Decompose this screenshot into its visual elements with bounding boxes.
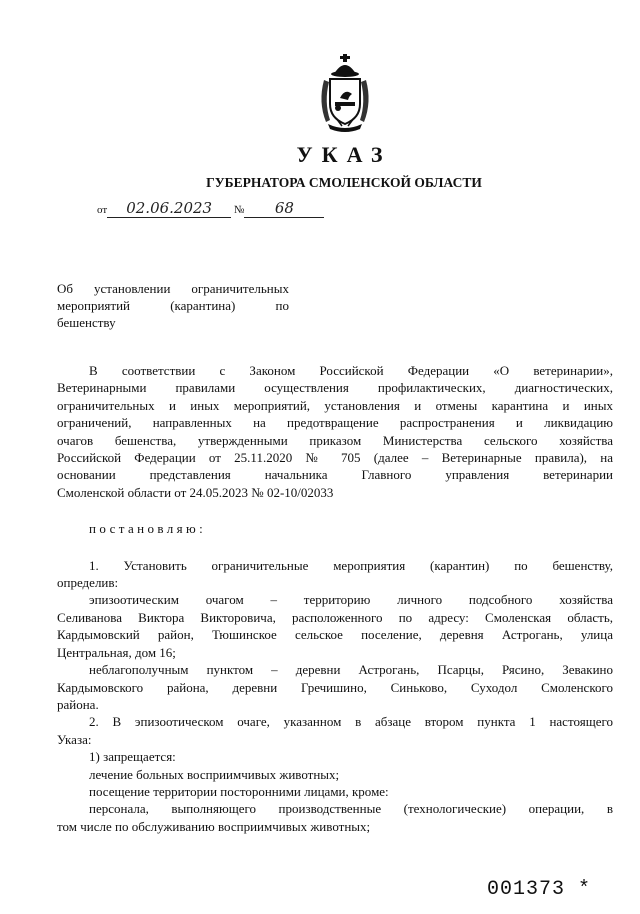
date-value: 02.06.2023	[107, 199, 231, 218]
item-line: Указа:	[57, 731, 92, 747]
preamble-line: основании представления начальника Главного управления ветеринарии	[57, 467, 613, 483]
number-label: №	[233, 204, 245, 216]
smolensk-coat-of-arms-icon	[316, 52, 374, 134]
preamble-line: ограничений, направленных на предотвращение распространения и ликвидацию	[57, 415, 613, 431]
item-paragraph	[57, 661, 613, 713]
decree-word: постановляю:	[89, 521, 207, 537]
item-line: Кардымовского района, деревни Гречишино, Синьково, Суходол Смоленского	[57, 679, 613, 695]
item-line: района.	[57, 696, 99, 712]
number-value: 68	[244, 199, 324, 218]
date-number-line	[97, 199, 324, 218]
item-paragraph: посещение территории посторонними лицами, кроме:	[89, 783, 389, 799]
item-paragraph	[57, 591, 613, 661]
item-line: Селиванова Виктора Викторовича, расположенного по адресу: Смоленская область,	[57, 609, 613, 625]
issuer-subtitle: ГУБЕРНАТОРА СМОЛЕНСКОЙ ОБЛАСТИ	[206, 175, 482, 190]
item-line: определив:	[57, 575, 119, 591]
item-line: Центральная, дом 16;	[57, 644, 176, 660]
item-paragraph	[57, 713, 613, 748]
date-label: от	[97, 204, 108, 216]
item-line: эпизоотическим очагом – территорию личного подсобного хозяйства	[89, 592, 613, 608]
preamble-line: ограничительных и иных мероприятий, установления и отмены карантина и иных	[57, 397, 613, 413]
item-paragraph: лечение больных восприимчивых животных;	[89, 766, 340, 782]
document-serial-number: 001373 *	[487, 878, 592, 901]
document-title: УКАЗ	[296, 142, 392, 167]
decree-subject	[57, 280, 289, 331]
preamble-line: Смоленской области от 24.05.2023 № 02-10/02033	[57, 484, 334, 500]
preamble-paragraph	[57, 362, 613, 501]
item-line: персонала, выполняющего производственные (технологические) операции, в	[89, 801, 613, 817]
decree-body	[57, 362, 613, 835]
item-line: неблагополучным пунктом – деревни Астрогань, Псарцы, Рясино, Зевакино	[89, 662, 613, 678]
item-paragraph	[57, 557, 613, 592]
item-line: 2. В эпизоотическом очаге, указанном в абзаце втором пункта 1 настоящего	[89, 714, 613, 730]
subject-line: мероприятий (карантина) по	[57, 298, 289, 313]
item-line: том числе по обслуживанию восприимчивых животных;	[57, 818, 371, 834]
item-line: 1. Установить ограничительные мероприятия (карантин) по бешенству,	[89, 557, 613, 573]
subject-line: Об установлении ограничительных	[57, 281, 289, 296]
preamble-line: Российской Федерации от 25.11.2020 № 705 (далее – Ветеринарные правила), на	[57, 450, 613, 466]
item-paragraph	[57, 800, 613, 835]
preamble-line: Ветеринарными правилами осуществления профилактических, диагностических,	[57, 380, 613, 396]
subject-line: бешенству	[57, 315, 116, 330]
preamble-line: В соответствии с Законом Российской Федерации «О ветеринарии»,	[89, 363, 613, 378]
preamble-line: очагов бешенства, утвержденными приказом Министерства сельского хозяйства	[57, 432, 613, 448]
item-paragraph: 1) запрещается:	[89, 749, 176, 765]
item-line: Кардымовский район, Тюшинское сельское поселение, деревня Астрогань, улица	[57, 627, 613, 643]
